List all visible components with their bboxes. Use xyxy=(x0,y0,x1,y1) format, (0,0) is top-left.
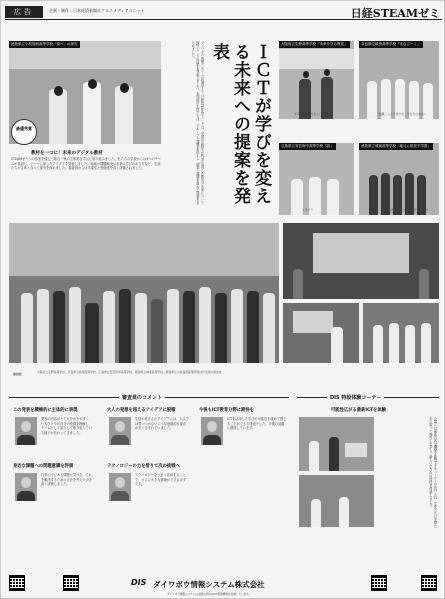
side-photo-1-label: 大阪府立生野高等学校「未来を守る教室」 xyxy=(281,42,348,46)
award-badge-text: 最優秀賞 xyxy=(16,126,32,131)
dis-photo-1 xyxy=(299,417,374,471)
group-photo xyxy=(9,223,279,363)
reviewer-3-text: ICTを活用した学びの可能性を改めて感じることができる発表でした。今後の活躍に期待しています。 xyxy=(227,417,287,431)
reviewer-1-portrait xyxy=(15,417,37,445)
headline-title: ＩＣＴが学びを変える未来への提案を発表 xyxy=(209,43,271,205)
qr-code-left-2[interactable] xyxy=(63,575,79,591)
side-photo-2-label: 奈良県立畝傍高等学校「まなびーく」 xyxy=(361,42,421,46)
reviewer-5-portrait xyxy=(109,473,131,501)
hero-photo-label: 徳島県立小松島西高等学校「食べ」の探究 xyxy=(11,42,78,46)
reviewer-1-text: 発表の内容がとても分かりやすく、一人ひとりが自分の役割を理解し、チームとして協力して取り組んでいる様子が伝わってきました。 xyxy=(41,417,92,435)
presentation-photo-3 xyxy=(363,303,439,363)
side-photo-3 xyxy=(279,143,354,215)
side-photo-1 xyxy=(279,41,354,119)
reviewer-5-title: テクノロジーの力を借りて次の挑戦へ xyxy=(107,464,180,469)
ad-tag: 広告 xyxy=(5,6,43,18)
reviewer-4-text: 日常の中にある課題に気づき、それを解決するための方法を考えた点を高く評価しました。 xyxy=(41,473,92,487)
reviewer-3-title: 今後もICT教育分野に期待を xyxy=(199,408,254,413)
reviewer-2-portrait xyxy=(109,417,131,445)
lineup-text: 大阪府立生野高等学校、奈良県立畝傍高等学校、広島県立安芸府中高等学校、徳島県立城東高等学校、徳島県立小松島西高等学校ほか全国の参加校 xyxy=(37,370,222,374)
page-header xyxy=(5,5,442,20)
reviewer-3-portrait xyxy=(201,417,223,445)
reviewer-1-title: この発表を積極的に主体的に表現 xyxy=(13,408,78,413)
company-name: ダイワボウ情報システム株式会社 xyxy=(153,580,265,589)
side-photo-2 xyxy=(359,41,439,119)
side-photo-1-caption: すべての人にやさしい教室を xyxy=(294,112,331,116)
reviewer-4-title: 身近な課題への問題意識を評価 xyxy=(13,464,74,469)
side-photo-3-caption: リカクラ xyxy=(302,208,314,212)
qr-code-right-2[interactable] xyxy=(421,575,437,591)
brand-logo: 日経STEAMゼミ xyxy=(350,7,440,20)
footer-note: ダイワボウ情報システムは全国の学校のICT環境構築を支援しています。 xyxy=(167,593,252,596)
side-photo-3-label: 広島県立安芸府中高等学校「活」 xyxy=(281,144,334,148)
hero-caption-title: 教材を一つに！未来のデジタル教材 xyxy=(31,151,103,156)
headline-lead: ダイワボウ情報システムが協賛する「日経STEAMゼミ」では、全国の高校生がICTを活用した教育の未来について探究し、その成果を発表しました。参加校の生徒たちは、グループで課題を設定し、調査と議論を重ねて提案をまとめました。 xyxy=(190,41,204,205)
dis-logo: DIS xyxy=(131,578,147,587)
dis-section-title: DIS 特設体験コーナー xyxy=(327,394,384,401)
dis-photo-2 xyxy=(299,475,374,527)
dis-text: 会場には最新のICT機器を体験できるコーナーが設けられ、生徒たちは実際に手に取って操作しながら、新しい学びの可能性を体感しました。 xyxy=(428,417,437,528)
presentation-photo-2 xyxy=(283,303,359,363)
reviewer-5-text: テクノロジーをうまく活用することで、さらに大きな挑戦ができるはずです。 xyxy=(135,473,186,487)
header-subtitle: 企画・制作＝日本経済新聞社クロスメディアユニット xyxy=(49,8,145,13)
award-badge xyxy=(11,119,37,145)
dis-box-title: 可能性広がる最新ICTを体験 xyxy=(331,408,386,413)
lineup-label: 参加校 xyxy=(13,372,22,376)
presentation-photo-1 xyxy=(283,223,439,299)
side-photo-2-caption: 「知識」ふえてますか、学び方の未来へ xyxy=(376,112,427,116)
reviewer-section-title: 審査員のコメント xyxy=(119,394,165,401)
reviewer-2-title: 大人の発想を超えるアイデアに脱帽 xyxy=(107,408,176,413)
reviewer-4-portrait xyxy=(15,473,37,501)
side-photo-4-label: 徳島県立城東高等学校「地元に根差す学習」 xyxy=(361,144,431,148)
qr-code-right-1[interactable] xyxy=(371,575,387,591)
reviewer-2-text: 生徒の皆さんのアイデアには、大人では思いつかないような独創的な視点が多く含まれていました。 xyxy=(135,417,189,431)
side-photo-4-caption: 地域の課題解決と新しい学びの教材 xyxy=(383,208,428,212)
qr-code-left-1[interactable] xyxy=(9,575,25,591)
hero-body-text: STEAMゼミへの参加を通して総合一家の主体的な学びに取り組みました。私たちの学校からは4つのチームが参加し、テーマに即したアイデアを発表しました。地域の課題解決や未来の学びのあり方など、生徒たちが主体となって探究を深めました。審査員からは実現性と独創性を高く評価されました。 xyxy=(11,157,161,171)
side-photo-4 xyxy=(359,143,439,215)
